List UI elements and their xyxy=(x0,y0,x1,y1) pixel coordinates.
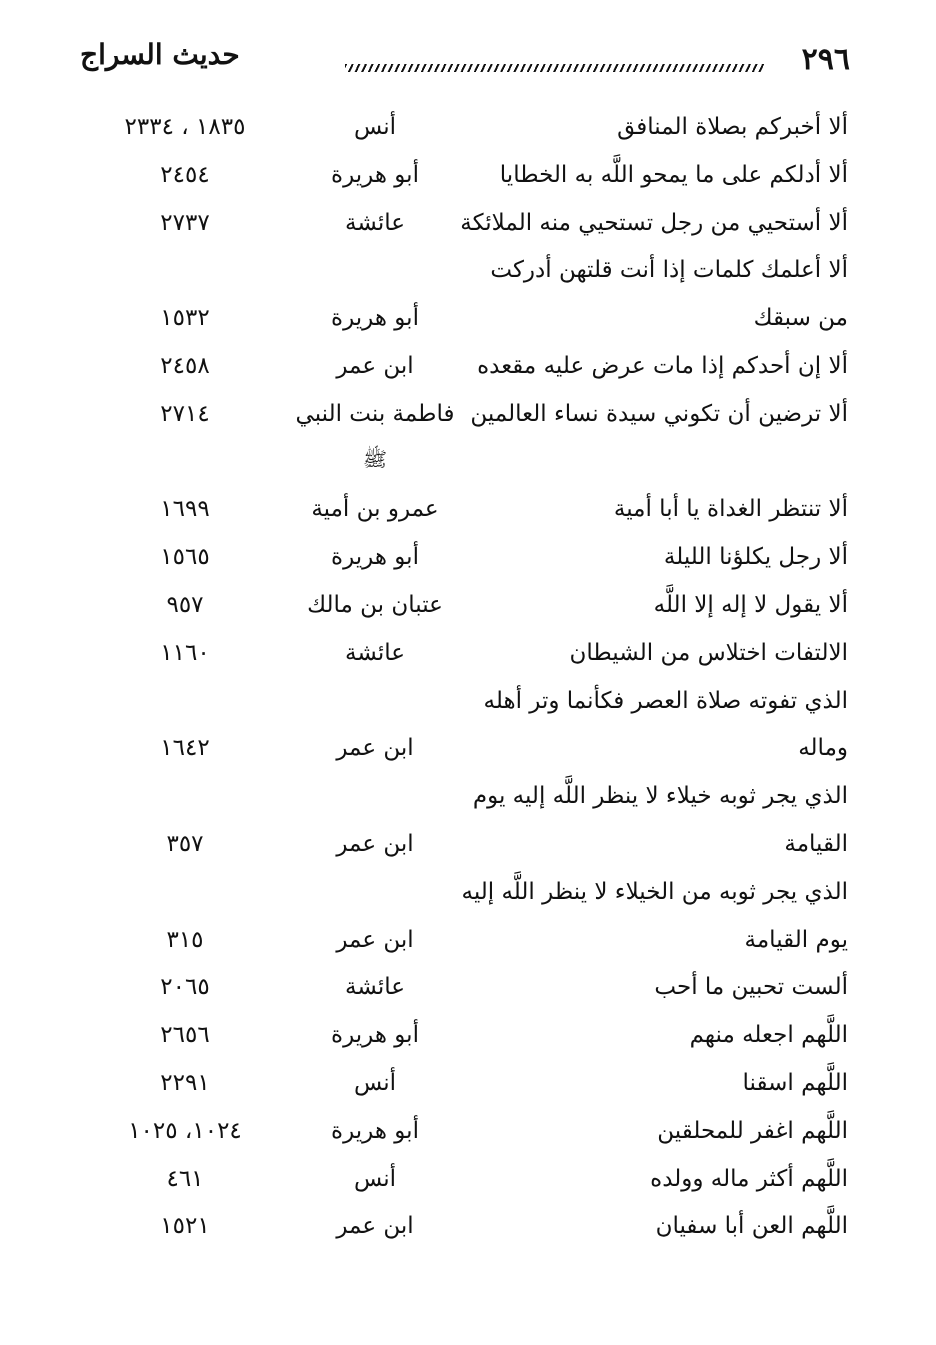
narrator-name: فاطمة بنت النبي xyxy=(295,400,455,427)
narrator-name: ابن عمر xyxy=(336,1213,414,1240)
index-row xyxy=(0,490,936,538)
hadith-text: اللَّهم اجعله منهم xyxy=(689,1022,848,1049)
narrator-name: ابن عمر xyxy=(336,926,414,953)
index-row xyxy=(0,777,936,825)
narrator-name: ابن عمر xyxy=(336,735,414,762)
narrator-name: أنس xyxy=(353,1165,397,1192)
hadith-numbers: ٩٥٧ xyxy=(166,591,204,618)
hadith-numbers: ١٦٩٩ xyxy=(160,496,210,523)
hadith-numbers: ٢٠٦٥ xyxy=(160,974,210,1001)
index-row xyxy=(0,1064,936,1112)
narrator-name: عائشة xyxy=(345,209,405,236)
hadith-numbers: ٣٥٧ xyxy=(166,830,204,857)
index-row xyxy=(0,1207,936,1255)
narrator-name: عتبان بن مالك xyxy=(307,591,443,618)
index-row xyxy=(0,347,936,395)
hadith-numbers: ١٨٣٥ ، ٢٣٣٤ xyxy=(124,114,246,140)
index-row xyxy=(0,873,936,921)
hadith-numbers: ١٦٤٢ xyxy=(160,735,210,762)
hadith-numbers: ١١٦٠ xyxy=(160,639,210,666)
hadith-text: اللَّهم اسقنا xyxy=(742,1069,848,1096)
index-row xyxy=(0,586,936,634)
hadith-numbers: ٣١٥ xyxy=(166,926,204,953)
page-number: ٢٩٦ xyxy=(801,42,850,77)
hadith-numbers: ٢٤٥٤ xyxy=(160,161,210,188)
hadith-text: وماله xyxy=(798,735,848,762)
hadith-text: اللَّهم اغفر للمحلقين xyxy=(657,1117,848,1144)
page-header xyxy=(80,38,850,88)
hadith-text: اللَّهم العن أبا سفيان xyxy=(655,1213,848,1240)
index-row xyxy=(0,729,936,777)
hadith-numbers: ٤٦١ xyxy=(166,1165,204,1192)
index-row xyxy=(0,1160,936,1208)
hadith-text: ألا ترضين أن تكوني سيدة نساء العالمين xyxy=(470,400,848,427)
book-title: حديث السراج xyxy=(80,38,240,71)
narrator-name: ابن عمر xyxy=(336,352,414,379)
narrator-name: عمرو بن أمية xyxy=(311,496,439,523)
index-row xyxy=(0,1112,936,1160)
index-row xyxy=(0,682,936,730)
hadith-text: ألا أستحيي من رجل تستحيي منه الملائكة xyxy=(460,209,848,236)
index-row xyxy=(0,156,936,204)
hadith-text: يوم القيامة xyxy=(744,926,848,953)
hadith-text: ألا تنتظر الغداة يا أبا أمية xyxy=(613,496,848,523)
index-row xyxy=(0,538,936,586)
hadith-text: القيامة xyxy=(784,830,848,857)
honorific-glyph: ﷺ xyxy=(362,446,388,471)
hadith-text: اللَّهم أكثر ماله وولده xyxy=(650,1165,848,1192)
hadith-text: ألا أدلكم على ما يمحو اللَّه به الخطايا xyxy=(499,161,848,188)
narrator-name: أبو هريرة xyxy=(331,1022,419,1049)
hadith-numbers: ١٥٣٢ xyxy=(160,305,210,332)
hadith-numbers: ٢٧٣٧ xyxy=(160,209,210,236)
narrator-name: ابن عمر xyxy=(336,830,414,857)
index-row xyxy=(0,825,936,873)
index-row xyxy=(0,395,936,443)
narrator-name: أبو هريرة xyxy=(331,544,419,571)
index-row xyxy=(0,1016,936,1064)
hadith-text: ألا أخبركم بصلاة المنافق xyxy=(617,114,848,140)
narrator-name: أبو هريرة xyxy=(331,305,419,332)
index-row xyxy=(0,204,936,252)
narrator-name: أبو هريرة xyxy=(331,1117,419,1144)
index-row xyxy=(0,251,936,299)
narrator-name: عائشة xyxy=(345,639,405,666)
hadith-text: الذي تفوته صلاة العصر فكأنما وتر أهله xyxy=(483,687,848,714)
index-row xyxy=(0,921,936,969)
hadith-text: الالتفات اختلاس من الشيطان xyxy=(569,639,848,666)
index-row xyxy=(0,108,936,156)
narrator-name: أبو هريرة xyxy=(331,161,419,188)
hadith-numbers: ١٥٢١ xyxy=(160,1213,210,1240)
index-row xyxy=(0,443,936,491)
hadith-numbers: ٢٦٥٦ xyxy=(160,1022,210,1049)
hadith-numbers: ٢٤٥٨ xyxy=(160,352,210,379)
hadith-text: من سبقك xyxy=(753,305,848,332)
hadith-numbers: ١٥٦٥ xyxy=(160,544,210,571)
hadith-text: الذي يجر ثوبه من الخيلاء لا ينظر اللَّه إليه xyxy=(461,878,848,905)
hadith-text: ألا يقول لا إله إلا اللَّه xyxy=(653,591,848,618)
hadith-text: ألا رجل يكلؤنا الليلة xyxy=(663,544,848,571)
hadith-text: ألست تحبين ما أحب xyxy=(654,974,848,1001)
narrator-name: أنس xyxy=(353,1069,397,1096)
hadith-text: ألا إن أحدكم إذا مات عرض عليه مقعده xyxy=(477,352,848,379)
header-rule xyxy=(345,64,765,72)
index-row xyxy=(0,634,936,682)
index-list xyxy=(0,108,936,1255)
hadith-numbers: ٢٧١٤ xyxy=(160,400,210,427)
index-row xyxy=(0,968,936,1016)
hadith-text: الذي يجر ثوبه خيلاء لا ينظر اللَّه إليه يوم xyxy=(472,783,848,810)
index-row xyxy=(0,299,936,347)
narrator-name: أنس xyxy=(353,114,397,140)
hadith-numbers: ١٠٢٤، ١٠٢٥ xyxy=(128,1117,242,1144)
hadith-text: ألا أعلمك كلمات إذا أنت قلتهن أدركت xyxy=(490,257,848,284)
narrator-name: عائشة xyxy=(345,974,405,1001)
hadith-numbers: ٢٢٩١ xyxy=(160,1069,210,1096)
